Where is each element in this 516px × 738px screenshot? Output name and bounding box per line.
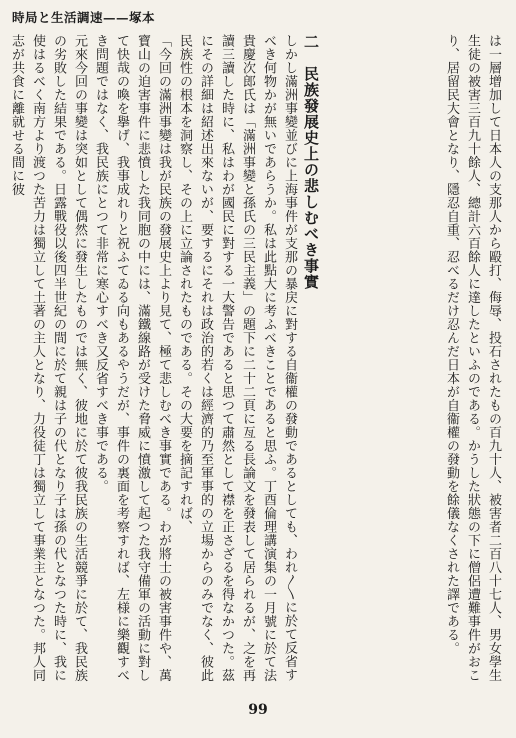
section-heading: 二 民族發展史上の悲しむべき事實 (302, 34, 320, 290)
body-paragraph: しかし滿洲事變並びに上海事件が支那の暴戻に對する自衞權の發動であるとしても、われ〳〵に於て反省すべき何物かが無いであらうか。私は此點大に考ふべきことであると思ふ。丁酉倫理講演集の一月號に於て法貴慶次郎氏は「滿洲事變と孫氏の三民主義」の題下に二十二頁に亙る長論文を發表して居られるが、之を再讀三讀した時に、私はわが國民に對する一大警告であると思つて肅然として襟を正さざるを得なかつた。茲にその詳細は紹述出來ないが、要するにそれは政治的若くは經濟的乃至軍事的の立場からのみでなく、彼此民族性の根本を洞察し、その上に立論されたものである。その大要を摘記すれば、 (177, 34, 297, 682)
body-paragraph: 「今回の滿洲事變は我が民族の發展史上より見て、極て悲しむべき事實である。わが將士の被害事件や、萬寶山の迫害事件に悲憤した我同胞の中には、滿鐵線路が受けた脅威に憤激して起つた我守備軍の活動に對して快哉の喚を擧げ、我事成れりと祝ふてゐる向もあるやうだが、事件の裏面を考察すれば、左様に樂觀すべき問題ではなく、我民族にとつて非常に寒心すべき又反省すべき事である。 (93, 34, 171, 682)
body-text-area (9, 34, 504, 694)
page-number: 99 (248, 702, 268, 718)
body-paragraph: 元來今回の事變は突如として偶然に發生したものでは無く、彼地に於て彼我民族の生活競爭に於て、我民族の劣敗した結果である。日露戰役以後四半世紀の間に於て親は子の代となり子は孫の代となつた時に、我に使はるべく南方より渡つた苦力は獨立して土著の主人となり、力役徒丁は獨立して事業主となつた。邦人同志が共食に離就せる間に彼 (9, 34, 87, 682)
vertical-body-text (9, 34, 504, 694)
running-header: 時局と生活調速——塚本 (12, 10, 156, 25)
body-paragraph: は一層增加して日本人の支那人から毆打、侮辱、投石されたもの百九十人、被害者二百八十七人、男女學生生徒の被害三百九十餘人、總計六百餘人に達したといふのである。かうした狀態の下に僧侶遭難事件がおこり、居留民大會となり、隱忍自重、忍べるだけ忍んだ日本が自衞權の發動を餘儀なくされた譯である。 (444, 34, 501, 682)
